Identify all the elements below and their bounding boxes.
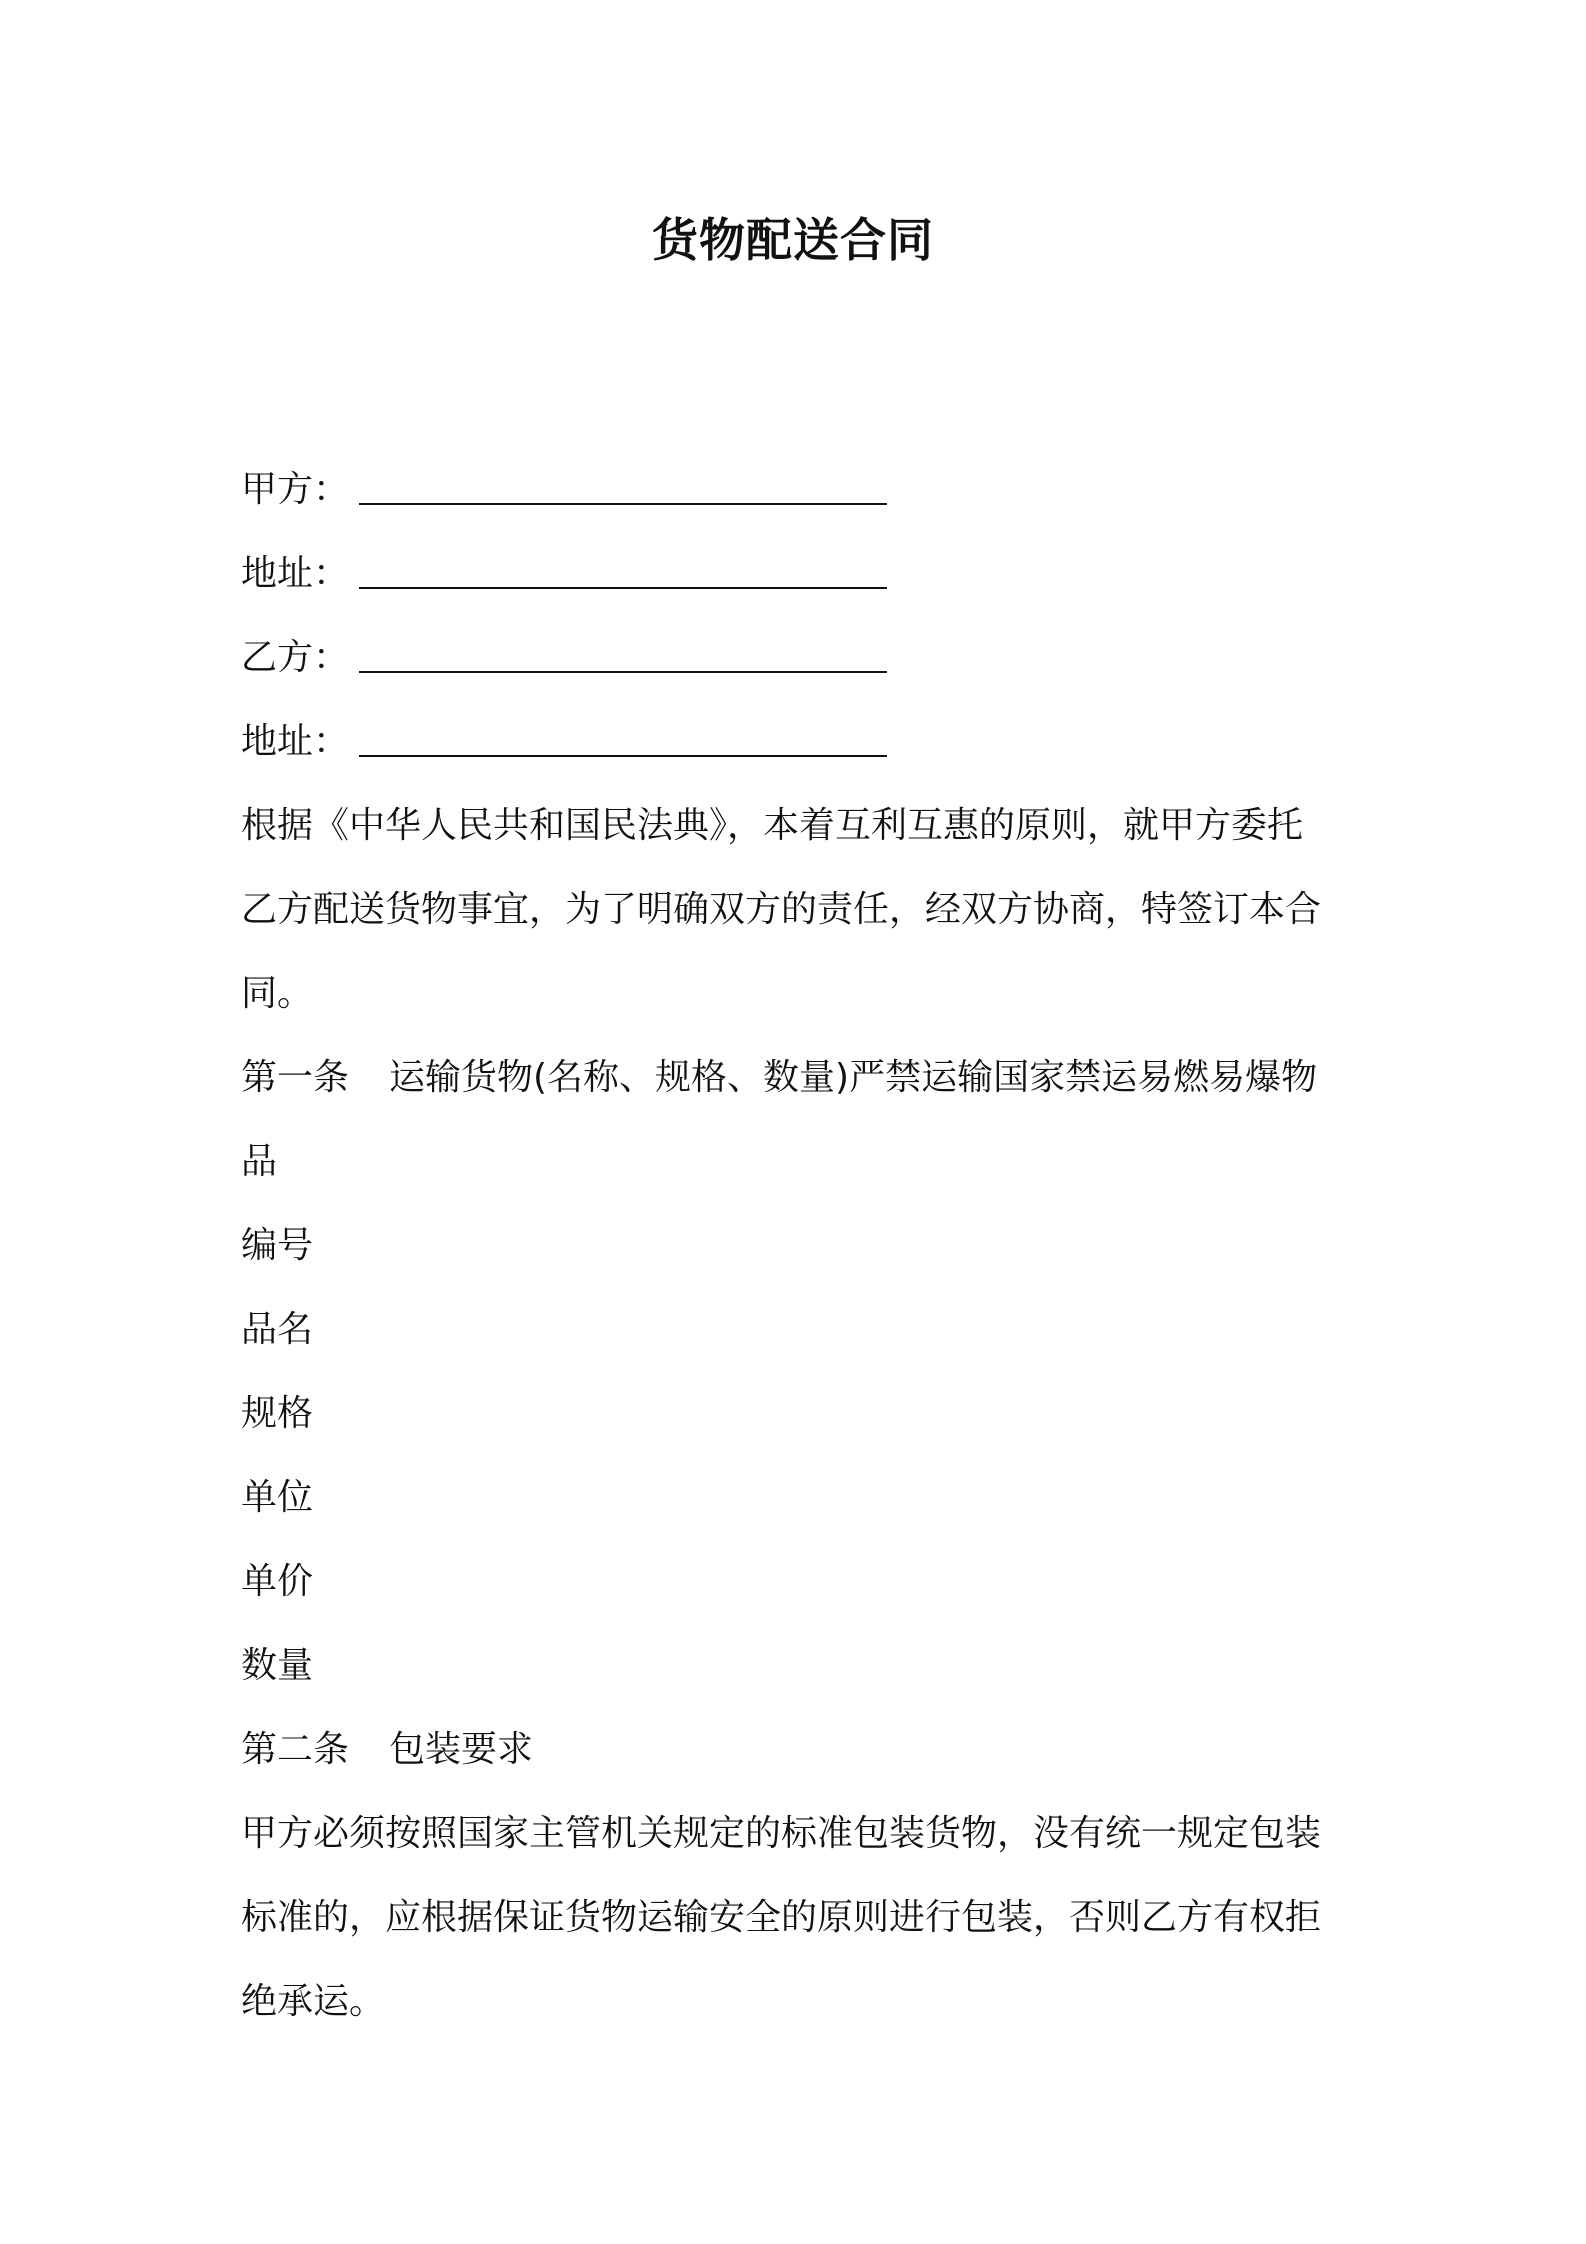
article-1-line-2: 品 [241, 1141, 278, 1182]
article-1-text: 运输货物(名称、规格、数量)严禁运输国家禁运易燃易爆物 [389, 1057, 1318, 1098]
party-a-address-label: 地址： [241, 553, 350, 594]
party-a-address-line [241, 532, 1351, 616]
party-b-blank [359, 637, 887, 673]
intro-line-3: 同。 [241, 973, 314, 1014]
field-label: 品名 [241, 1309, 314, 1350]
party-a-blank [359, 469, 887, 505]
intro-line-1: 根据《中华人民共和国民法典》，本着互利互惠的原则，就甲方委托 [241, 805, 1304, 846]
party-b-address-blank [359, 721, 887, 757]
document-title: 货物配送合同 [652, 213, 934, 267]
party-b-label: 乙方： [241, 637, 350, 678]
party-a-address-blank [359, 553, 887, 589]
party-b-line [241, 616, 1351, 700]
article-2-text-3: 绝承运。 [241, 1981, 386, 2022]
party-b-address-line [241, 700, 1351, 784]
intro-line-2: 乙方配送货物事宜，为了明确双方的责任，经双方协商，特签订本合 [241, 889, 1322, 930]
field-label: 单位 [241, 1477, 314, 1518]
document-body [241, 448, 1351, 2044]
field-label: 编号 [241, 1225, 314, 1266]
article-2-text-1: 甲方必须按照国家主管机关规定的标准包装货物，没有统一规定包装 [241, 1813, 1322, 1854]
article-2-line [241, 1708, 1351, 1792]
field-label: 规格 [241, 1393, 314, 1434]
party-b-address-label: 地址： [241, 721, 350, 762]
article-2-text-2: 标准的，应根据保证货物运输安全的原则进行包装，否则乙方有权拒 [241, 1897, 1322, 1938]
field-label: 单价 [241, 1561, 314, 1602]
article-2-title: 包装要求 [389, 1729, 534, 1770]
field-label: 数量 [241, 1645, 314, 1686]
party-a-label: 甲方： [241, 469, 350, 510]
article-1-heading: 第一条 [241, 1057, 350, 1098]
party-a-line [241, 448, 1351, 532]
article-2-heading: 第二条 [241, 1729, 350, 1770]
article-1-line [241, 1036, 1351, 1120]
